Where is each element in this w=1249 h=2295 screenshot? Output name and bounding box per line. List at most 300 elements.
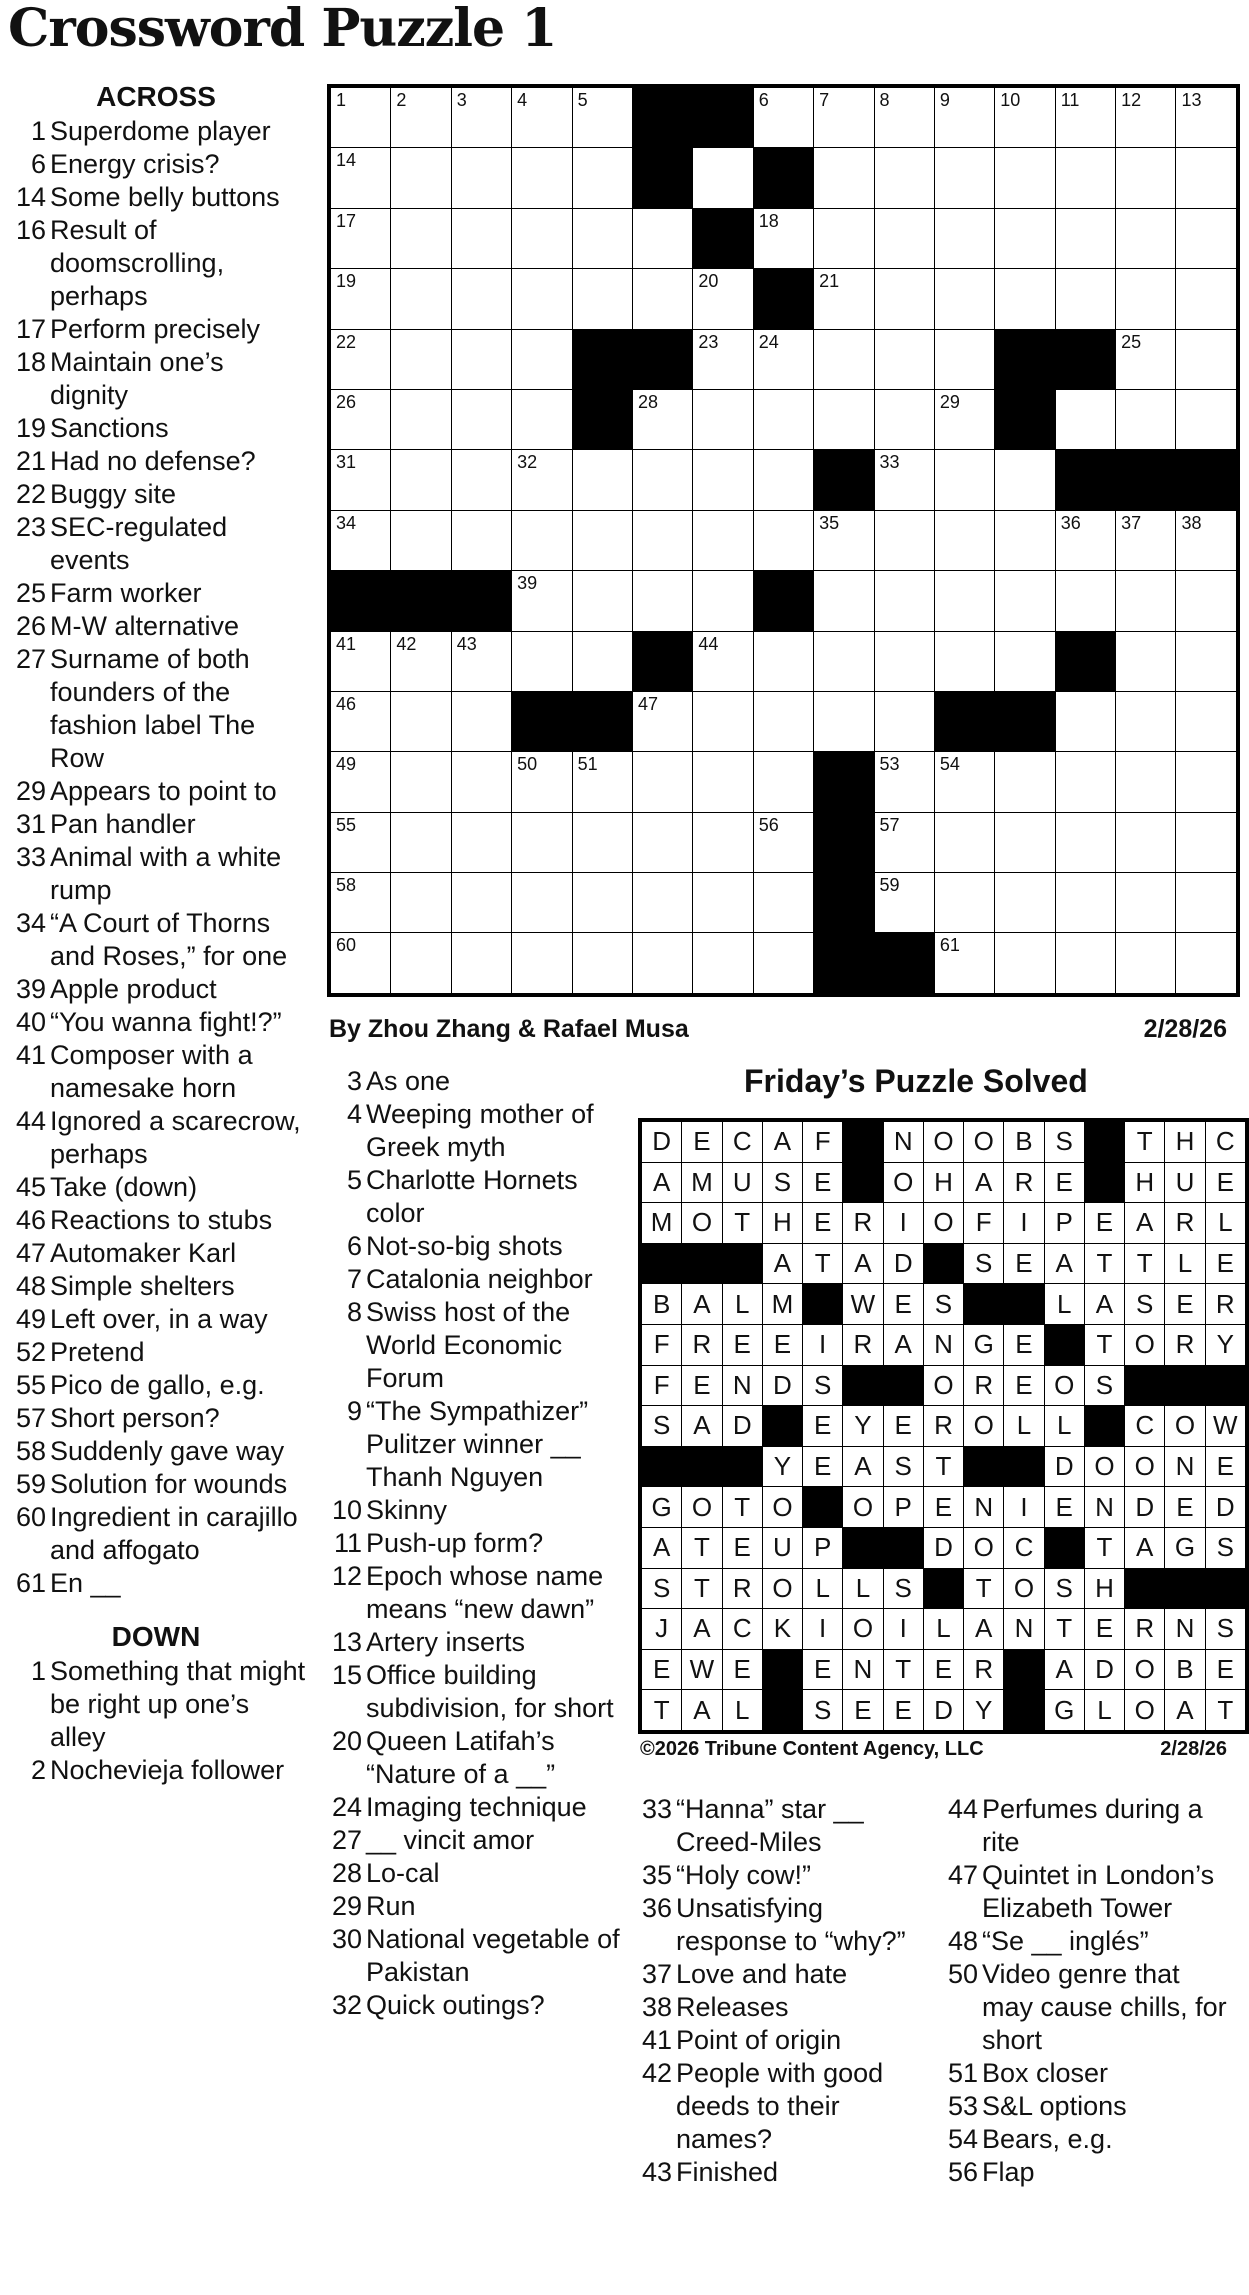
grid-cell[interactable]: [1055, 389, 1115, 449]
cell-number: 24: [758, 331, 779, 352]
grid-cell[interactable]: [391, 631, 451, 691]
grid-cell[interactable]: [451, 329, 511, 389]
grid-cell[interactable]: [753, 631, 813, 691]
solution-cell: P: [1044, 1203, 1084, 1244]
clue-number: 1: [30, 1656, 46, 1686]
grid-cell[interactable]: [874, 389, 934, 449]
grid-row: [331, 873, 1237, 933]
black-square: [693, 208, 753, 268]
grid-cell[interactable]: [451, 208, 511, 268]
grid-cell[interactable]: [874, 510, 934, 570]
down-clue: [322, 1923, 622, 1989]
cell-number: 42: [396, 633, 417, 654]
grid-cell[interactable]: [512, 329, 572, 389]
grid-cell[interactable]: [874, 148, 934, 208]
grid-cell[interactable]: [753, 873, 813, 933]
grid-cell[interactable]: [1116, 873, 1176, 933]
clue-number: 21: [15, 446, 46, 476]
grid-cell[interactable]: [693, 148, 753, 208]
clue-text: Video genre that may cause chills, for short: [982, 1959, 1227, 2055]
grid-cell[interactable]: [693, 812, 753, 872]
grid-cell[interactable]: [572, 933, 632, 993]
grid-cell[interactable]: [934, 148, 994, 208]
grid-cell[interactable]: [1116, 571, 1176, 631]
grid-cell[interactable]: [693, 873, 753, 933]
grid-cell[interactable]: [814, 631, 874, 691]
grid-cell[interactable]: [331, 329, 391, 389]
grid-cell[interactable]: [632, 269, 692, 329]
grid-cell[interactable]: [1116, 88, 1176, 148]
grid-cell[interactable]: [1055, 752, 1115, 812]
solution-title: Friday’s Puzzle Solved: [744, 1063, 1088, 1099]
grid-cell[interactable]: [331, 208, 391, 268]
grid-cell[interactable]: [693, 450, 753, 510]
grid-cell[interactable]: [1176, 812, 1236, 872]
grid-cell[interactable]: [391, 752, 451, 812]
grid-cell[interactable]: [753, 510, 813, 570]
across-clue: [6, 1270, 306, 1303]
across-clue: [6, 214, 306, 313]
cell-number: 12: [1121, 90, 1142, 110]
solution-cell: P: [883, 1487, 923, 1528]
grid-cell[interactable]: [512, 571, 572, 631]
grid-cell[interactable]: [331, 812, 391, 872]
grid-cell[interactable]: [814, 148, 874, 208]
grid-cell[interactable]: [693, 571, 753, 631]
grid-cell[interactable]: [512, 873, 572, 933]
solution-row: [642, 1365, 1246, 1406]
grid-cell[interactable]: [1116, 812, 1176, 872]
grid-cell[interactable]: [331, 148, 391, 208]
solution-cell: I: [1004, 1203, 1044, 1244]
grid-cell[interactable]: [874, 752, 934, 812]
grid-cell[interactable]: [753, 812, 813, 872]
clue-text: “Holy cow!”: [676, 1860, 812, 1890]
black-square: [632, 88, 692, 148]
solution-cell: D: [1125, 1487, 1165, 1528]
grid-cell[interactable]: [512, 812, 572, 872]
grid-cell[interactable]: [1055, 571, 1115, 631]
grid-cell[interactable]: [934, 329, 994, 389]
grid-cell[interactable]: [753, 88, 813, 148]
grid-cell[interactable]: [632, 510, 692, 570]
solution-cell: L: [722, 1284, 762, 1325]
grid-cell[interactable]: [1176, 510, 1236, 570]
grid-cell[interactable]: [693, 269, 753, 329]
grid-cell[interactable]: [753, 691, 813, 751]
grid-cell[interactable]: [391, 812, 451, 872]
grid-cell[interactable]: [995, 571, 1055, 631]
grid-cell[interactable]: [1116, 269, 1176, 329]
grid-cell[interactable]: [1176, 571, 1236, 631]
grid-cell[interactable]: [753, 933, 813, 993]
grid-cell[interactable]: [512, 389, 572, 449]
down-clue: [322, 1527, 622, 1560]
grid-cell[interactable]: [512, 269, 572, 329]
grid-cell[interactable]: [1116, 148, 1176, 208]
clue-number: 8: [346, 1297, 362, 1327]
grid-cell[interactable]: [874, 571, 934, 631]
solution-cell: E: [722, 1527, 762, 1568]
grid-cell[interactable]: [693, 933, 753, 993]
clue-number: 58: [15, 1436, 46, 1466]
grid-cell[interactable]: [451, 88, 511, 148]
grid-cell[interactable]: [391, 510, 451, 570]
grid-cell[interactable]: [451, 812, 511, 872]
grid-cell[interactable]: [874, 269, 934, 329]
grid-cell[interactable]: [995, 752, 1055, 812]
across-clue: [6, 610, 306, 643]
grid-cell[interactable]: [572, 571, 632, 631]
grid-cell[interactable]: [331, 269, 391, 329]
solution-cell: E: [803, 1162, 843, 1203]
grid-cell[interactable]: [391, 450, 451, 510]
grid-cell[interactable]: [693, 329, 753, 389]
solution-cell: L: [1004, 1406, 1044, 1447]
grid-cell[interactable]: [572, 752, 632, 812]
black-square: [1055, 329, 1115, 389]
grid-cell[interactable]: [572, 631, 632, 691]
grid-cell[interactable]: [451, 148, 511, 208]
grid-cell[interactable]: [1176, 148, 1236, 208]
grid-cell[interactable]: [934, 208, 994, 268]
grid-cell[interactable]: [995, 148, 1055, 208]
down-clue: [322, 1230, 622, 1263]
grid-cell[interactable]: [572, 812, 632, 872]
down-clue-list-part-1: [6, 1655, 306, 1787]
across-clue: [6, 1402, 306, 1435]
grid-cell[interactable]: [632, 873, 692, 933]
solution-cell: O: [682, 1487, 722, 1528]
grid-cell[interactable]: [331, 691, 391, 751]
solution-cell: U: [722, 1162, 762, 1203]
black-square: [762, 1406, 802, 1447]
clue-text: Finished: [676, 2157, 779, 2187]
solution-cell: G: [1044, 1690, 1084, 1731]
grid-cell[interactable]: [693, 752, 753, 812]
solution-cell: T: [1084, 1243, 1124, 1284]
grid-cell[interactable]: [451, 752, 511, 812]
grid-cell[interactable]: [632, 571, 692, 631]
grid-cell[interactable]: [1116, 329, 1176, 389]
solution-cell: O: [923, 1365, 963, 1406]
grid-cell[interactable]: [874, 631, 934, 691]
grid-cell[interactable]: [1116, 752, 1176, 812]
grid-cell[interactable]: [391, 329, 451, 389]
grid-cell[interactable]: [632, 450, 692, 510]
grid-cell[interactable]: [512, 450, 572, 510]
grid-cell[interactable]: [512, 148, 572, 208]
grid-cell[interactable]: [753, 329, 813, 389]
down-clue: [322, 1989, 622, 2022]
solution-cell: I: [1004, 1487, 1044, 1528]
grid-cell[interactable]: [451, 691, 511, 751]
grid-cell[interactable]: [995, 88, 1055, 148]
black-square: [1176, 450, 1236, 510]
solution-cell: L: [1165, 1243, 1205, 1284]
cell-number: 18: [758, 210, 779, 231]
grid-cell[interactable]: [934, 933, 994, 993]
grid-cell[interactable]: [391, 389, 451, 449]
cell-number: 61: [939, 935, 960, 956]
grid-cell[interactable]: [451, 933, 511, 993]
grid-cell[interactable]: [934, 88, 994, 148]
grid-cell[interactable]: [572, 510, 632, 570]
grid-cell[interactable]: [1055, 148, 1115, 208]
grid-cell[interactable]: [814, 389, 874, 449]
grid-cell[interactable]: [995, 450, 1055, 510]
grid-cell[interactable]: [512, 631, 572, 691]
solution-row: [642, 1243, 1246, 1284]
grid-cell[interactable]: [331, 631, 391, 691]
grid-cell[interactable]: [451, 873, 511, 933]
grid-cell[interactable]: [572, 450, 632, 510]
grid-cell[interactable]: [391, 208, 451, 268]
grid-cell[interactable]: [814, 88, 874, 148]
solution-cell: A: [1125, 1527, 1165, 1568]
grid-cell[interactable]: [1176, 631, 1236, 691]
grid-cell[interactable]: [1176, 269, 1236, 329]
grid-cell[interactable]: [572, 208, 632, 268]
grid-cell[interactable]: [693, 691, 753, 751]
down-clue: [938, 1958, 1238, 2057]
grid-cell[interactable]: [451, 269, 511, 329]
grid-cell[interactable]: [512, 88, 572, 148]
grid-cell[interactable]: [331, 450, 391, 510]
grid-cell[interactable]: [1055, 933, 1115, 993]
cell-number: 35: [819, 512, 840, 533]
down-clue: [938, 2156, 1238, 2189]
clue-text: National vegetable of Pakistan: [366, 1924, 620, 1987]
solution-cell: E: [1004, 1243, 1044, 1284]
clue-number: 48: [15, 1271, 46, 1301]
clue-number: 37: [641, 1959, 672, 1989]
grid-cell[interactable]: [1055, 510, 1115, 570]
grid-cell[interactable]: [1176, 389, 1236, 449]
grid-cell[interactable]: [512, 933, 572, 993]
grid-cell[interactable]: [753, 208, 813, 268]
grid-cell[interactable]: [632, 812, 692, 872]
grid-cell[interactable]: [874, 873, 934, 933]
grid-cell[interactable]: [1055, 88, 1115, 148]
solution-cell: S: [883, 1446, 923, 1487]
grid-cell[interactable]: [391, 933, 451, 993]
grid-cell[interactable]: [632, 933, 692, 993]
clue-text: Simple shelters: [50, 1271, 235, 1301]
grid-cell[interactable]: [934, 450, 994, 510]
across-heading: ACROSS: [96, 81, 216, 112]
clue-text: Suddenly gave way: [50, 1436, 285, 1466]
clue-text: Nochevieja follower: [50, 1755, 285, 1785]
grid-cell[interactable]: [391, 269, 451, 329]
grid-cell[interactable]: [1176, 329, 1236, 389]
grid-cell[interactable]: [995, 631, 1055, 691]
grid-cell[interactable]: [1116, 691, 1176, 751]
solution-row: [642, 1487, 1246, 1528]
grid-cell[interactable]: [1116, 510, 1176, 570]
cell-number: 44: [698, 633, 719, 654]
grid-cell[interactable]: [391, 148, 451, 208]
solution-cell: T: [722, 1487, 762, 1528]
grid-cell[interactable]: [632, 752, 692, 812]
black-square: [512, 691, 572, 751]
grid-cell[interactable]: [995, 208, 1055, 268]
solution-cell: E: [883, 1406, 923, 1447]
solution-cell: O: [1125, 1649, 1165, 1690]
solution-cell: S: [883, 1568, 923, 1609]
grid-cell[interactable]: [451, 510, 511, 570]
solution-cell: R: [923, 1406, 963, 1447]
across-clue: [6, 1501, 306, 1567]
grid-cell[interactable]: [1116, 208, 1176, 268]
black-square: [1165, 1568, 1205, 1609]
page-title: Crossword Puzzle 1: [8, 0, 557, 59]
grid-cell[interactable]: [934, 631, 994, 691]
grid-cell[interactable]: [874, 88, 934, 148]
grid-cell[interactable]: [874, 208, 934, 268]
solution-cell: T: [642, 1690, 682, 1731]
grid-cell[interactable]: [874, 450, 934, 510]
clue-number: 61: [15, 1568, 46, 1598]
grid-cell[interactable]: [331, 873, 391, 933]
solution-row: [642, 1324, 1246, 1365]
cell-number: 59: [879, 875, 900, 896]
black-square: [572, 329, 632, 389]
grid-cell[interactable]: [874, 691, 934, 751]
grid-cell[interactable]: [1116, 933, 1176, 993]
grid-cell[interactable]: [1176, 691, 1236, 751]
clue-number: 16: [15, 215, 46, 245]
black-square: [762, 1649, 802, 1690]
grid-cell[interactable]: [934, 752, 994, 812]
solution-cell: A: [1044, 1243, 1084, 1284]
grid-cell[interactable]: [995, 933, 1055, 993]
grid-cell[interactable]: [1055, 873, 1115, 933]
grid-cell[interactable]: [512, 510, 572, 570]
down-clue: [632, 2156, 932, 2189]
grid-cell[interactable]: [391, 873, 451, 933]
solution-cell: S: [923, 1284, 963, 1325]
grid-cell[interactable]: [874, 812, 934, 872]
puzzle-grid[interactable]: [327, 84, 1240, 997]
grid-cell[interactable]: [1116, 389, 1176, 449]
grid-cell[interactable]: [693, 389, 753, 449]
grid-cell[interactable]: [1055, 812, 1115, 872]
grid-cell[interactable]: [572, 873, 632, 933]
grid-cell[interactable]: [934, 873, 994, 933]
down-clue-list-part-2: [322, 1065, 622, 2022]
grid-cell[interactable]: [874, 329, 934, 389]
clue-text: Ignored a scarecrow, perhaps: [50, 1106, 301, 1169]
grid-cell[interactable]: [995, 510, 1055, 570]
grid-cell[interactable]: [995, 873, 1055, 933]
grid-cell[interactable]: [934, 510, 994, 570]
grid-cell[interactable]: [512, 752, 572, 812]
grid-cell[interactable]: [391, 691, 451, 751]
grid-cell[interactable]: [572, 269, 632, 329]
clue-text: Sanctions: [50, 413, 169, 443]
grid-cell[interactable]: [632, 208, 692, 268]
grid-cell[interactable]: [814, 208, 874, 268]
grid-cell[interactable]: [331, 389, 391, 449]
grid-cell[interactable]: [451, 450, 511, 510]
grid-cell[interactable]: [693, 510, 753, 570]
clue-number: 44: [15, 1106, 46, 1136]
grid-cell[interactable]: [814, 571, 874, 631]
grid-cell[interactable]: [753, 389, 813, 449]
grid-cell[interactable]: [331, 933, 391, 993]
grid-cell[interactable]: [693, 631, 753, 691]
grid-cell[interactable]: [632, 691, 692, 751]
solution-cell: R: [722, 1568, 762, 1609]
grid-cell[interactable]: [1055, 208, 1115, 268]
solution-cell: T: [803, 1243, 843, 1284]
solution-cell: E: [1084, 1609, 1124, 1650]
grid-cell[interactable]: [572, 88, 632, 148]
grid-cell[interactable]: [451, 631, 511, 691]
black-square: [722, 1243, 762, 1284]
grid-cell[interactable]: [995, 269, 1055, 329]
solution-cell: Y: [964, 1690, 1004, 1731]
grid-cell[interactable]: [331, 510, 391, 570]
grid-cell[interactable]: [1176, 873, 1236, 933]
grid-cell[interactable]: [572, 148, 632, 208]
grid-cell[interactable]: [331, 752, 391, 812]
clue-text: Apple product: [50, 974, 217, 1004]
solution-cell: O: [762, 1487, 802, 1528]
grid-cell[interactable]: [814, 329, 874, 389]
grid-cell[interactable]: [1176, 208, 1236, 268]
grid-cell[interactable]: [934, 812, 994, 872]
grid-cell[interactable]: [1176, 933, 1236, 993]
solution-cell: L: [1084, 1690, 1124, 1731]
solution-cell: N: [923, 1324, 963, 1365]
solution-cell: H: [1125, 1162, 1165, 1203]
grid-cell[interactable]: [331, 88, 391, 148]
grid-cell[interactable]: [1116, 631, 1176, 691]
grid-cell[interactable]: [451, 389, 511, 449]
grid-cell[interactable]: [753, 752, 813, 812]
grid-cell[interactable]: [632, 389, 692, 449]
grid-cell[interactable]: [814, 691, 874, 751]
grid-cell[interactable]: [1055, 691, 1115, 751]
clue-column-2: [322, 1065, 622, 2022]
solution-cell: S: [803, 1690, 843, 1731]
grid-cell[interactable]: [814, 269, 874, 329]
solution-cell: L: [1205, 1203, 1245, 1244]
grid-cell[interactable]: [391, 88, 451, 148]
clue-text: “Se __ inglés”: [982, 1926, 1149, 1956]
grid-cell[interactable]: [753, 450, 813, 510]
solution-cell: E: [923, 1487, 963, 1528]
grid-row: [331, 571, 1237, 631]
grid-cell[interactable]: [995, 812, 1055, 872]
down-clue: [322, 1164, 622, 1230]
grid-cell[interactable]: [1176, 752, 1236, 812]
grid-cell[interactable]: [934, 571, 994, 631]
solution-cell: T: [1084, 1324, 1124, 1365]
grid-cell[interactable]: [814, 510, 874, 570]
grid-cell[interactable]: [934, 269, 994, 329]
black-square: [1004, 1649, 1044, 1690]
grid-cell[interactable]: [512, 208, 572, 268]
grid-cell[interactable]: [934, 389, 994, 449]
clue-number: 19: [15, 413, 46, 443]
grid-cell[interactable]: [1176, 88, 1236, 148]
grid-cell[interactable]: [1055, 269, 1115, 329]
solution-cell: O: [1125, 1690, 1165, 1731]
clue-text: Maintain one’s dignity: [50, 347, 224, 410]
